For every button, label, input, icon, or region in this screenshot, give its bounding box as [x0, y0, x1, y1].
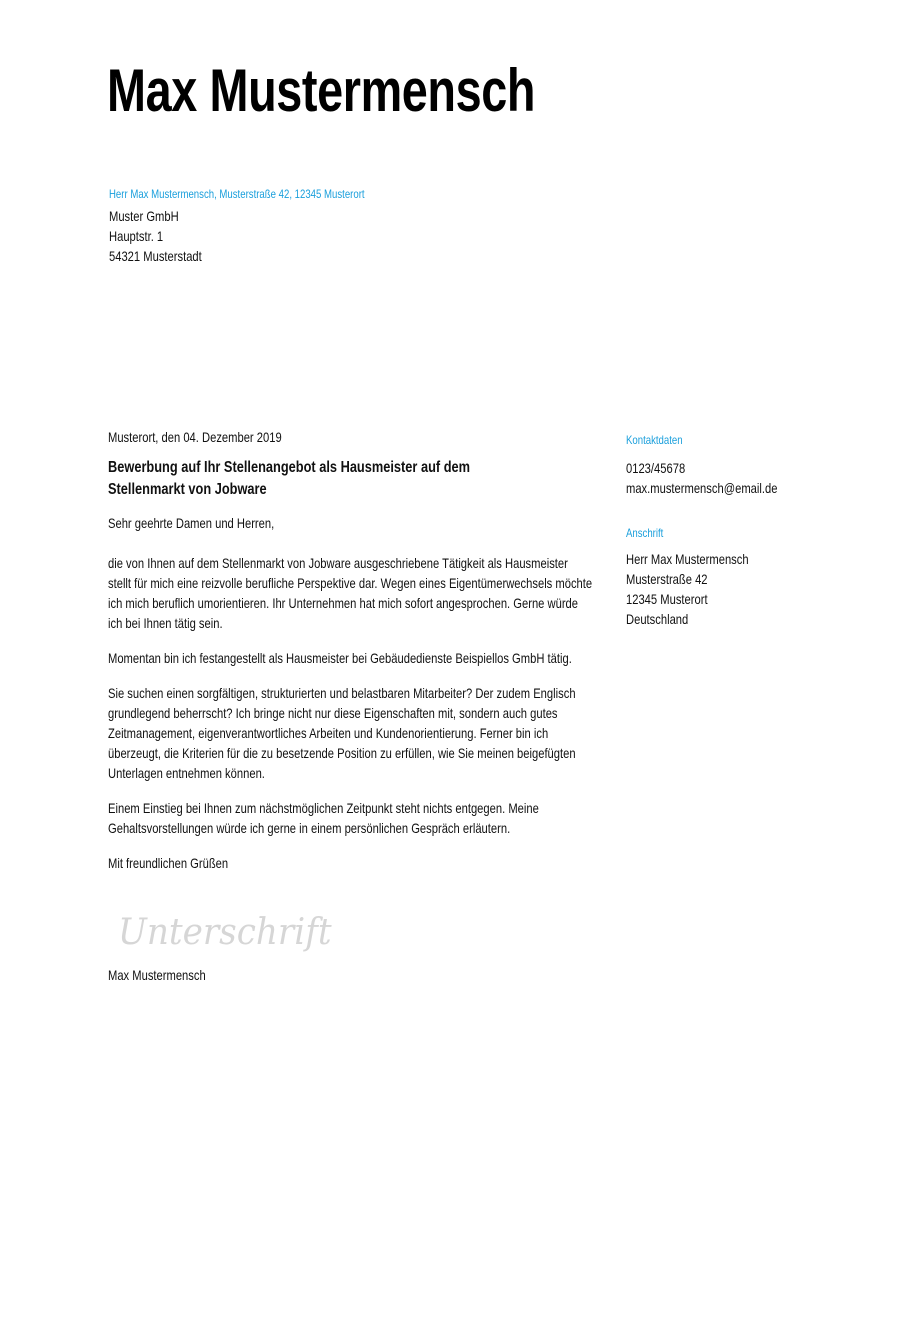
recipient-line: 54321 Musterstadt: [109, 248, 202, 264]
contact-details: [626, 458, 777, 498]
paragraph: Einem Einstieg bei Ihnen zum nächstmöglichen Zeitpunkt steht nichts entgegen. Meine Gehaltsvorstellungen würde ich gerne in einem persönlichen Gespräch erläutern.: [108, 800, 539, 836]
address-line: 12345 Musterort: [626, 591, 708, 607]
signature-name: Max Mustermensch: [108, 967, 206, 983]
paragraph: die von Ihnen auf dem Stellenmarkt von Jobware ausgeschriebene Tätigkeit als Hausmeister stellt für mich eine reizvolle berufliche Perspektive dar. Wegen eines Eigentümerwechsels möchte ich mich beruflich umorientieren. Ihr Unternehmen hat mich sofort angesprochen. Gerne würde ich bei Ihnen tätig sein.: [108, 555, 593, 631]
email: max.mustermensch@email.de: [626, 480, 778, 496]
contact-label: Kontaktdaten: [626, 433, 683, 447]
closing: Mit freundlichen Grüßen: [108, 855, 229, 871]
address-line: Musterstraße 42: [626, 571, 708, 587]
signature-image: Unterschrift: [118, 912, 332, 953]
sender-line: Herr Max Mustermensch, Musterstraße 42, 12345 Musterort: [109, 187, 365, 201]
salutation: Sehr geehrte Damen und Herren,: [108, 515, 275, 531]
paragraph: Momentan bin ich festangestellt als Hausmeister bei Gebäudedienste Beispiellos GmbH tätig.: [108, 650, 572, 666]
recipient-address: [109, 206, 202, 266]
letter-body: [108, 513, 593, 888]
recipient-line: Hauptstr. 1: [109, 228, 164, 244]
address-line: Deutschland: [626, 611, 689, 627]
paragraph: Sie suchen einen sorgfältigen, strukturierten und belastbaren Mitarbeiter? Der zudem Englisch grundlegend beherrscht? Ich bringe nicht nur diese Eigenschaften mit, sondern auch gutes Zeitmanagement, eigenverantwortliches Arbeiten und Kundenorientierung. Ferner bin ich überzeugt, die Kriterien für die zu besetzende Position zu erfüllen, wie Sie meinen beigefügten Unterlagen entnehmen können.: [108, 685, 576, 781]
address-label: Anschrift: [626, 526, 664, 540]
address-line: Herr Max Mustermensch: [626, 551, 749, 567]
applicant-name: Max Mustermensch: [107, 57, 536, 124]
letter-subject: Bewerbung auf Ihr Stellenangebot als Hausmeister auf dem Stellenmarkt von Jobware: [108, 459, 471, 498]
recipient-line: Muster GmbH: [109, 208, 179, 224]
address-details: [626, 549, 749, 629]
letter-date: Musterort, den 04. Dezember 2019: [108, 429, 282, 445]
phone: 0123/45678: [626, 460, 686, 476]
